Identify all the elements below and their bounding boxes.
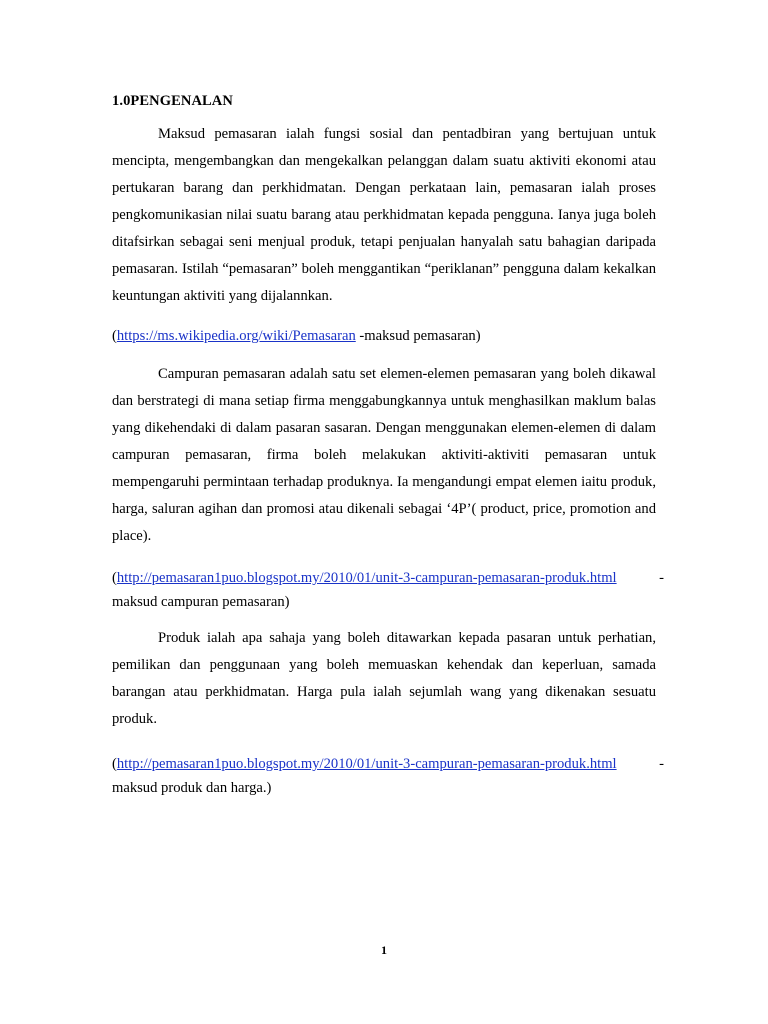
citation-link-wikipedia[interactable]: https://ms.wikipedia.org/wiki/Pemasaran xyxy=(116,328,356,344)
paragraph-produk-harga: Produk ialah apa sahaja yang boleh ditawarkan kepada pasaran untuk perhatian, pemilikan dan penggunaan yang boleh memuaskan kehendak dan keperluan, samada barangan atau perkhidmatan. Harga pula ialah sejumlah wang yang dikenakan sesuatu produk. xyxy=(112,630,656,727)
citation-note: - maksud campuran pemasaran) xyxy=(112,570,664,610)
citation-open-paren: ( xyxy=(112,570,117,586)
paragraph-pemasaran: Maksud pemasaran ialah fungsi sosial dan pentadbiran yang bertujuan untuk mencipta, mengembangkan dan mengekalkan pelanggan dalam suatu aktiviti ekonomi atau pertukaran barang dan perkhidmatan. Dengan perkataan lain, pemasaran ialah proses pengkomunikasian nilai suatu barang atau perkhidmatan kepada pengguna. Ianya juga boleh ditafsirkan sebagai seni menjual produk, tetapi penjualan hanyalah satu bahagian daripada pemasaran. Istilah “pemasaran” boleh menggantikan “periklanan” pengguna dalam kekalkan keuntungan aktiviti yang dijalannkan. xyxy=(112,126,656,304)
citation-link-blogspot[interactable]: http://pemasaran1puo.blogspot.my/2010/01/unit-3-campuran-pemasaran-produk.html xyxy=(116,756,617,772)
citation-note: -maksud pemasaran) xyxy=(355,328,481,344)
citation-produk-harga xyxy=(112,752,664,800)
page-number: 1 xyxy=(381,943,387,957)
citation-open-paren: ( xyxy=(112,328,117,344)
citation-campuran-pemasaran xyxy=(112,566,664,614)
citation-open-paren: ( xyxy=(112,756,117,772)
citation-link-blogspot[interactable]: http://pemasaran1puo.blogspot.my/2010/01/unit-3-campuran-pemasaran-produk.html xyxy=(116,570,617,586)
section-heading: 1.0PENGENALAN xyxy=(112,93,233,109)
citation-note: - maksud produk dan harga.) xyxy=(112,756,664,796)
citation-pemasaran xyxy=(112,324,660,348)
paragraph-campuran-pemasaran: Campuran pemasaran adalah satu set elemen-elemen pemasaran yang boleh dikawal dan berstrategi di mana setiap firma menggabungkannya untuk menghasilkan maklum balas yang dikehendaki di dalam pasaran sasaran. Dengan menggunakan elemen-elemen di dalam campuran pemasaran, firma boleh melakukan aktiviti-aktiviti pemasaran untuk mempengaruhi permintaan terhadap produknya. Ia mengandungi empat elemen iaitu produk, harga, saluran agihan dan promosi atau dikenali sebagai ‘4P’( product, price, promotion and place). xyxy=(112,366,656,544)
